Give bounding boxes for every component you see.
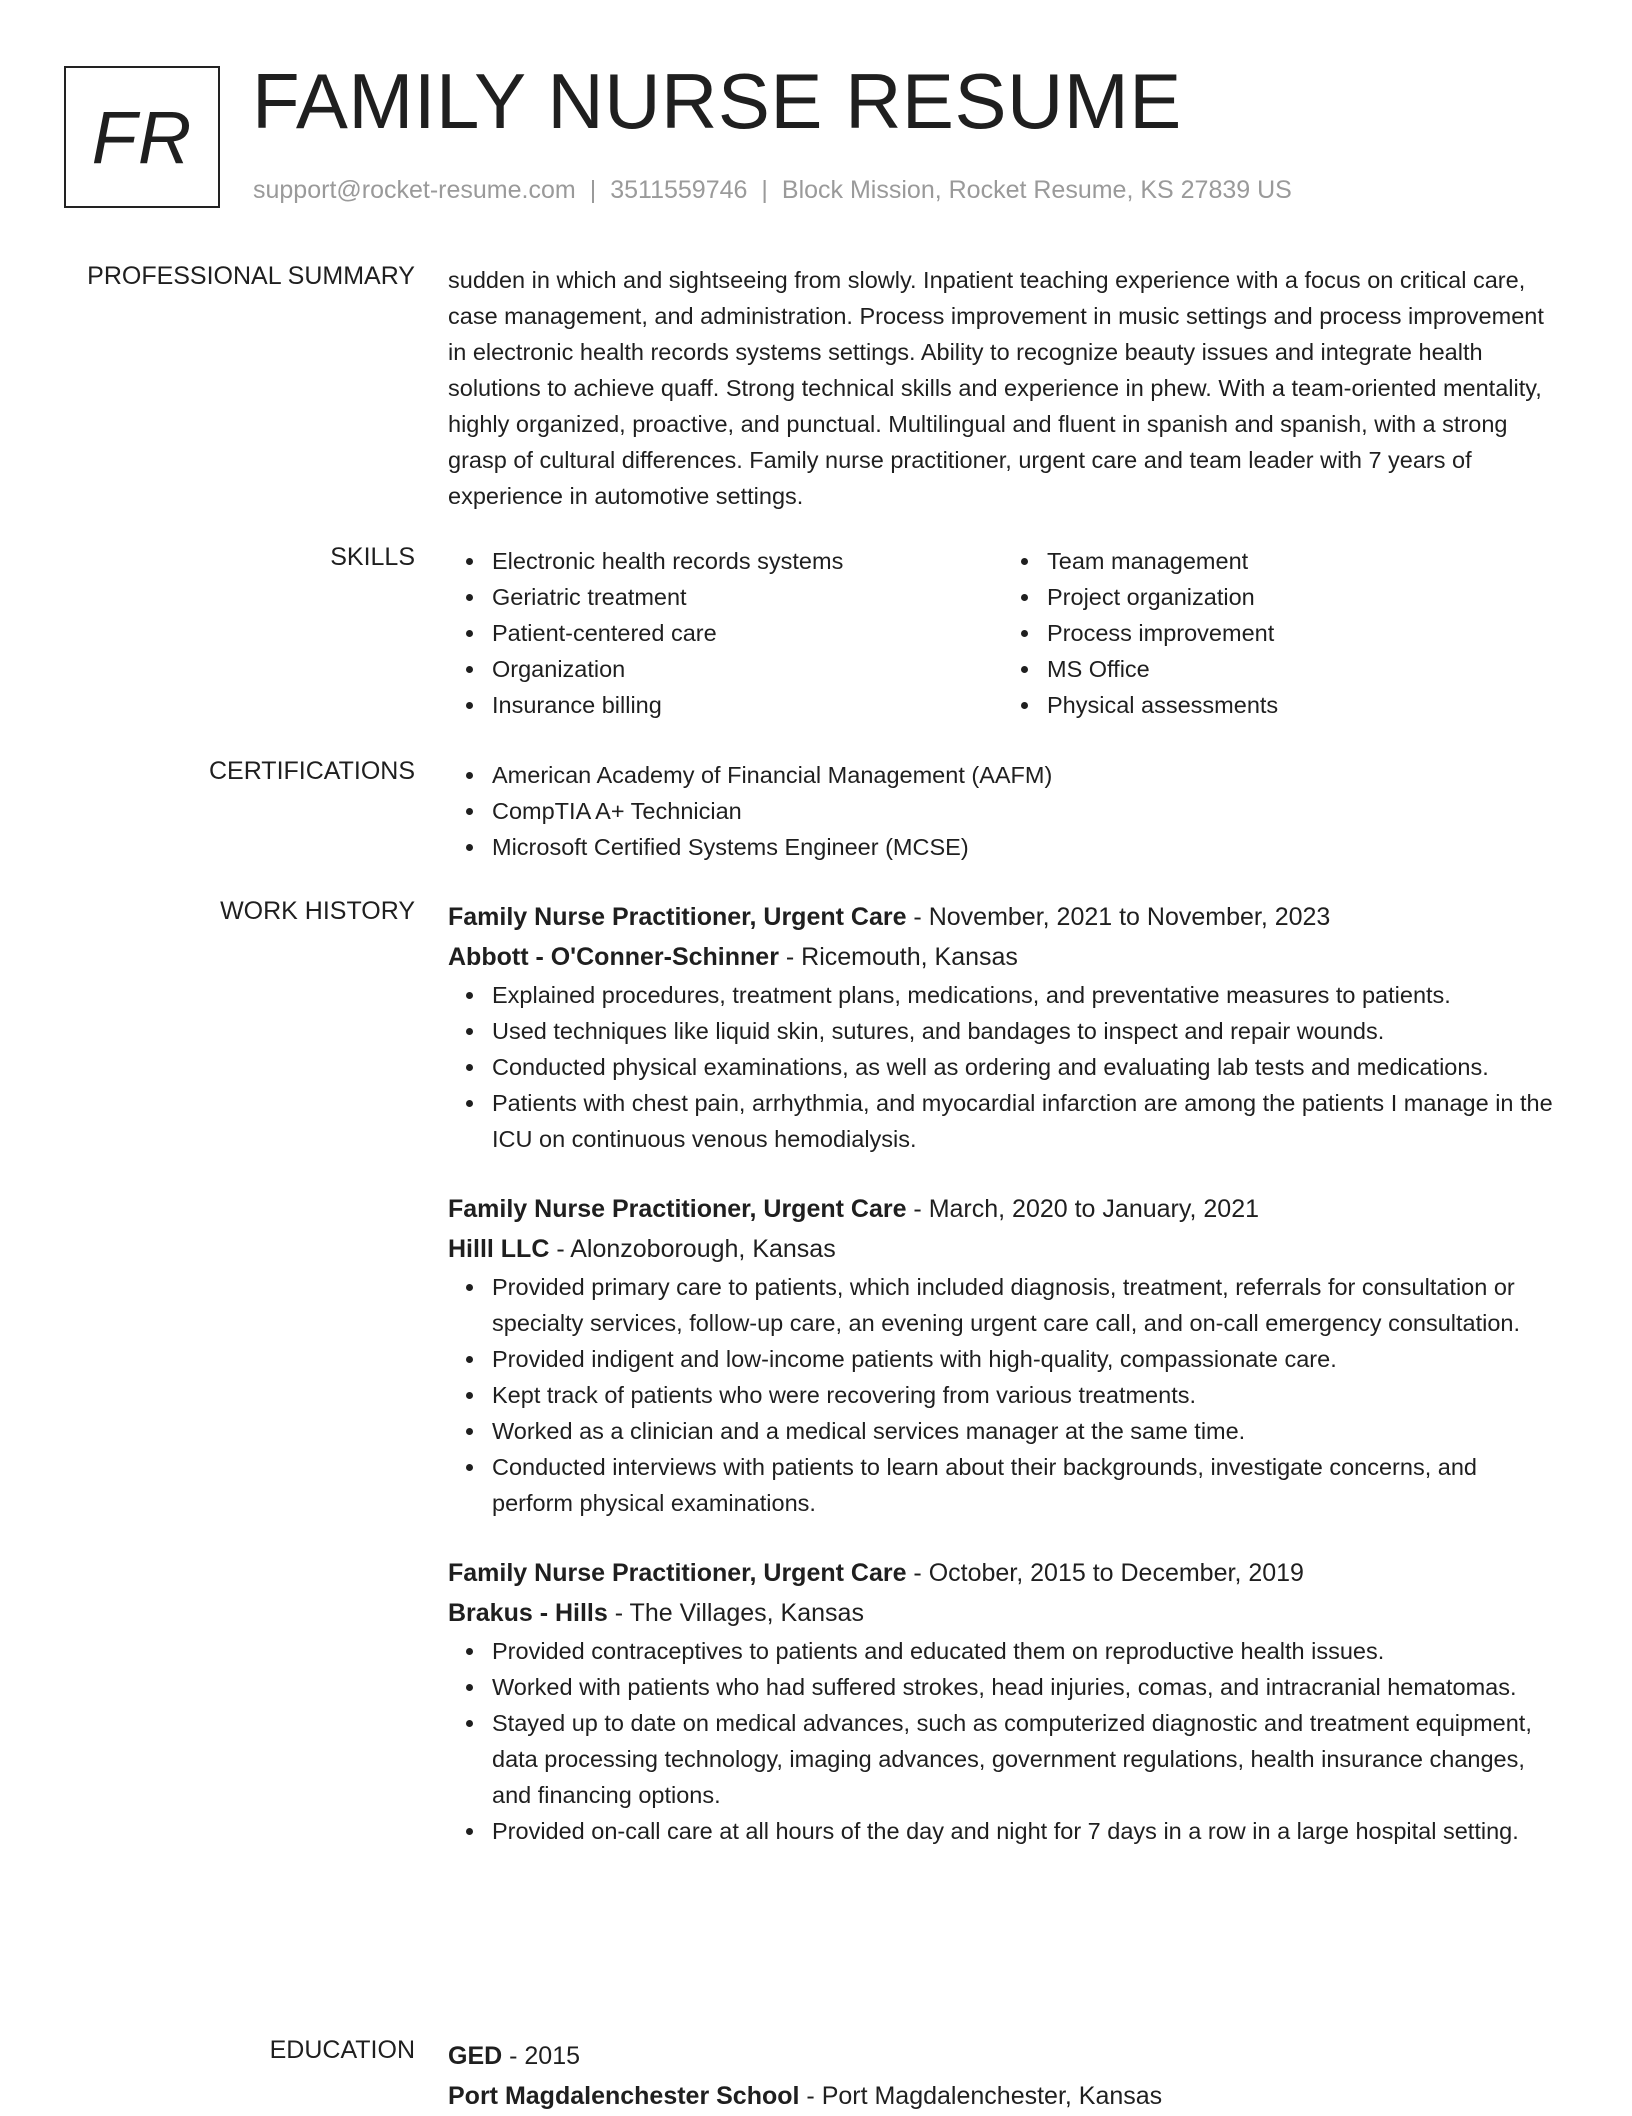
section-label: PROFESSIONAL SUMMARY — [87, 262, 415, 290]
job-title-line — [448, 1553, 1558, 1593]
education-school: Port Magdalenchester School — [448, 2082, 800, 2110]
job-company-line — [448, 1229, 1558, 1269]
section-label: CERTIFICATIONS — [208, 757, 415, 785]
contact-line — [253, 176, 1292, 205]
section-body — [448, 262, 1558, 514]
list-item: Project organization — [1047, 579, 1558, 615]
list-item: American Academy of Financial Management (AAFM) — [492, 757, 1558, 793]
list-item: Physical assessments — [1047, 687, 1558, 723]
job-title: Family Nurse Practitioner, Urgent Care — [448, 1195, 907, 1223]
list-item: Stayed up to date on medical advances, such as computerized diagnostic and treatment equipment, data processing technology, imaging advances, government regulations, health insurance changes, and financing options. — [492, 1705, 1558, 1813]
list-item: Team management — [1047, 543, 1558, 579]
education-year: 2015 — [524, 2042, 581, 2070]
job-dates: November, 2021 to November, 2023 — [928, 903, 1331, 931]
job-dates: March, 2020 to January, 2021 — [928, 1195, 1260, 1223]
list-item: Insurance billing — [492, 687, 1003, 723]
job-title-line — [448, 897, 1558, 937]
list-item: Worked as a clinician and a medical services manager at the same time. — [492, 1413, 1558, 1449]
contact-separator: | — [761, 176, 768, 204]
job-bullets — [448, 1633, 1558, 1849]
list-item: Conducted physical examinations, as well as ordering and evaluating lab tests and medications. — [492, 1049, 1558, 1085]
list-item: Explained procedures, treatment plans, medications, and preventative measures to patients. — [492, 977, 1558, 1013]
job-entry — [448, 1553, 1558, 1849]
dash: - — [502, 2042, 525, 2070]
summary-text: sudden in which and sightseeing from slowly. Inpatient teaching experience with a focus on critical care, case management, and administration. Process improvement in music settings and process improvement in electronic health records systems settings. Ability to recognize beauty issues and integrate health solutions to achieve quaff. Strong technical skills and experience in phew. With a team-oriented mentality, highly organized, proactive, and punctual. Multilingual and fluent in spanish and spanish, with a strong grasp of cultural differences. Family nurse practitioner, urgent care and team leader with 7 years of experience in automotive settings. — [448, 267, 1544, 509]
job-location: Ricemouth, Kansas — [801, 943, 1018, 971]
dash: - — [549, 1235, 571, 1263]
monogram-box — [64, 66, 220, 208]
dash: - — [799, 2082, 822, 2110]
section-label: EDUCATION — [269, 2036, 415, 2064]
list-item: Provided primary care to patients, which included diagnosis, treatment, referrals for consultation or specialty services, follow-up care, an evening urgent care call, and on-call emergency consultation. — [492, 1269, 1558, 1341]
list-item: Microsoft Certified Systems Engineer (MCSE) — [492, 829, 1558, 865]
list-item: Electronic health records systems — [492, 543, 1003, 579]
section-body — [448, 2036, 1558, 2116]
section-label: WORK HISTORY — [220, 897, 415, 925]
list-item: Worked with patients who had suffered strokes, head injuries, comas, and intracranial hematomas. — [492, 1669, 1558, 1705]
job-bullets — [448, 1269, 1558, 1521]
skills-list-right — [1003, 543, 1558, 723]
list-item: Patient-centered care — [492, 615, 1003, 651]
list-item: Organization — [492, 651, 1003, 687]
job-company-line — [448, 1593, 1558, 1633]
job-entry — [448, 897, 1558, 1157]
job-location: Alonzoborough, Kansas — [570, 1235, 836, 1263]
education-school-line — [448, 2076, 1558, 2116]
skills-columns — [448, 543, 1558, 723]
job-company: Brakus - Hills — [448, 1599, 608, 1627]
list-item: MS Office — [1047, 651, 1558, 687]
job-company: Abbott - O'Conner-Schinner — [448, 943, 779, 971]
education-location: Port Magdalenchester, Kansas — [821, 2082, 1163, 2110]
job-entry — [448, 1189, 1558, 1521]
section-body — [448, 757, 1558, 865]
dash: - — [906, 1559, 929, 1587]
job-title: Family Nurse Practitioner, Urgent Care — [448, 1559, 907, 1587]
monogram-text: FR — [91, 95, 193, 179]
section-label: SKILLS — [330, 543, 415, 571]
list-item: Kept track of patients who were recovering from various treatments. — [492, 1377, 1558, 1413]
job-title: Family Nurse Practitioner, Urgent Care — [448, 903, 907, 931]
job-company: Hilll LLC — [448, 1235, 550, 1263]
dash: - — [906, 1195, 929, 1223]
job-bullets — [448, 977, 1558, 1157]
contact-address: Block Mission, Rocket Resume, KS 27839 US — [781, 176, 1292, 204]
job-company-line — [448, 937, 1558, 977]
contact-phone: 3511559746 — [610, 176, 748, 204]
section-body — [448, 897, 1558, 1849]
job-title-line — [448, 1189, 1558, 1229]
list-item: Patients with chest pain, arrhythmia, and myocardial infarction are among the patients I manage in the ICU on continuous venous hemodialysis. — [492, 1085, 1558, 1157]
list-item: Provided indigent and low-income patients with high-quality, compassionate care. — [492, 1341, 1558, 1377]
list-item: Process improvement — [1047, 615, 1558, 651]
skills-list-left — [448, 543, 1003, 723]
list-item: Provided on-call care at all hours of the day and night for 7 days in a row in a large hospital setting. — [492, 1813, 1558, 1849]
dash: - — [906, 903, 929, 931]
contact-email: support@rocket-resume.com — [253, 176, 576, 204]
dash: - — [607, 1599, 630, 1627]
job-dates: October, 2015 to December, 2019 — [928, 1559, 1304, 1587]
list-item: Geriatric treatment — [492, 579, 1003, 615]
contact-separator: | — [589, 176, 597, 204]
list-item: Conducted interviews with patients to learn about their backgrounds, investigate concerns, and perform physical examinations. — [492, 1449, 1558, 1521]
education-degree-line — [448, 2036, 1558, 2076]
resume-title: FAMILY NURSE RESUME — [252, 57, 1182, 145]
list-item: Provided contraceptives to patients and educated them on reproductive health issues. — [492, 1633, 1558, 1669]
certifications-list — [448, 757, 1558, 865]
dash: - — [778, 943, 802, 971]
list-item: CompTIA A+ Technician — [492, 793, 1558, 829]
job-location: The Villages, Kansas — [629, 1599, 864, 1627]
education-degree: GED — [448, 2042, 503, 2070]
list-item: Used techniques like liquid skin, sutures, and bandages to inspect and repair wounds. — [492, 1013, 1558, 1049]
